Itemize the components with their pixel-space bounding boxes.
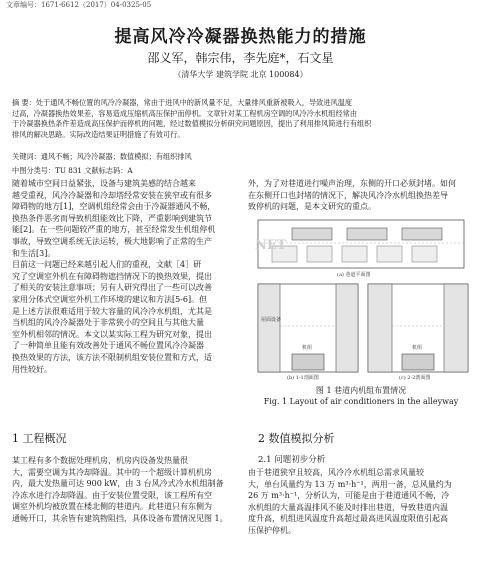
analysis-text (248, 467, 474, 537)
text-line: 究了空调室外机在有障碍物遮挡情况下的换热效果，提出 (12, 271, 212, 281)
text-line: 通畅开口，其余皆有建筑物阻挡，具体设备布置情况见图 1。 (12, 513, 228, 523)
text-line: 大，单台风量约为 13 万 m³·h⁻¹，两用一备，总风量约为 (248, 479, 452, 489)
text-line: 目前这一问题已经来越引起人们的重视，文献［4］研 (12, 260, 202, 270)
subcaption-b: (b) 1-1剖面图 (287, 375, 319, 381)
text-line: 随着城市空间日益紧张，设备与建筑美感的结合越来 (12, 179, 196, 188)
section-1-1 (258, 284, 358, 372)
room-label: 屋面设备 (261, 317, 282, 323)
text-line: 冷冻水进行冷却降温。由于安装位置受限，该工程所有空 (12, 490, 212, 500)
text-line: 在东侧开口也封堵的情况下，解决风冷冷水机组换热差导 (248, 190, 448, 200)
text-line: 外，为了对巷道进行噪声治理，东侧的开口必须封堵。如何 (248, 179, 456, 188)
text-line: 水机组的大量高温排风不能及时排出巷道，导致巷道内温 (248, 502, 448, 512)
section-2-heading: 2 数值模拟分析 (258, 432, 335, 445)
text-line: 用性较好。 (12, 364, 52, 374)
text-line: 致停机的问题，是本文研究的重点。 (248, 202, 376, 212)
text-line: 家用分体式空调室外机工作环境的建议和方法[5-6]。但 (12, 294, 208, 304)
right-column-intro (248, 178, 474, 213)
section-2-2 (368, 284, 468, 372)
text-line: 和生活[3]。 (12, 248, 56, 258)
abstract-line: 摘 要：处于通风不畅位置的风冷冷凝器，常由于进风中的新风量不足，大量排风重新被吸入，导致进风温度 (12, 98, 353, 107)
unit-label: 机组 (302, 345, 313, 351)
paper-title: 提高风冷冷凝器换热能力的措施 (114, 27, 367, 47)
text-line: 换热效果的方法，该方法不限制机组安装位置和方式，适 (12, 352, 212, 362)
text-line: 了相关的安装注意事项；另有人研究得出了一些可以改善 (12, 283, 212, 293)
text-line: 内，最大发热量可达 900 kW，由 3 台风冷式冷水机组制备 (12, 479, 224, 489)
text-line: 度升高，机组进风温度升高超过最高进风温度限值引起高 (248, 514, 448, 524)
subcaption-a: (a) 巷道平面图 (337, 272, 371, 278)
affiliation: （清华大学 建筑学院 北京 100084） (173, 70, 308, 79)
subcaption-c: (c) 2-2剖面图 (399, 375, 431, 381)
figure-caption-en: Fig. 1 Layout of air conditioners in the alleyway (263, 397, 459, 406)
text-line: 了一种简单且能有效改善处于通风不畅位置风冷冷凝器 (12, 341, 204, 351)
text-line: 越受重视，风冷冷凝器和冷却塔经常安装在狭窄或有很多 (12, 190, 212, 200)
text-line: 能[2]。在一些问题较严重的地方，甚至经常发生机组停机 (12, 225, 216, 235)
classification: 中图分类号：TU 831 文献标志码：A (12, 166, 133, 175)
intro-text (12, 178, 240, 375)
text-line: 26 万 m³·h⁻¹，分析认为，可能是由于巷道通风不畅，冷 (248, 491, 450, 501)
abstract-line: 过高，冷凝器换热效果差，容易造成压缩机高压保护而停机。文章针对某工程机房空调的风冷冷水机组经常由 (12, 108, 358, 118)
watermark: NET (255, 238, 287, 253)
section-2-1-heading: 2.1 问题初步分析 (258, 455, 326, 465)
keywords: 关键词：通风不畅；风冷冷凝器；数值模拟；有组织排风 (12, 152, 192, 161)
text-line: 某工程有多个数据处理机房，机房内设备发热量很 (12, 456, 188, 465)
abstract (12, 98, 470, 140)
text-line: 障碍物的地方[1]，空调机组经常会由于冷凝器通风不畅， (12, 202, 216, 212)
text-line: 室外机相邻的情况。本文以某实际工程为研究对象，提出 (12, 329, 212, 339)
text-line: 调室外机均被放置在楼北侧的巷道内。此巷道只有东侧为 (12, 502, 212, 512)
section-1-heading: 1 工程概况 (12, 432, 67, 445)
project-overview-text (12, 455, 242, 525)
unit-label: 机组 (412, 345, 423, 351)
figure-caption-cn: 图 1 巷道内机组布置情况 (315, 386, 407, 395)
text-line: 是上述方法很难适用于较大容量的风冷冷水机组，尤其是 (12, 306, 212, 316)
journal-header: 文章编号：1671-6612（2017）04-0325-05 (6, 1, 152, 9)
text-line: 当机组的风冷冷凝器处于非常狭小的空间且与其他大量 (12, 318, 204, 328)
plan-view (258, 220, 464, 268)
text-line: 大，需要空调为其冷却降温。其中的一个超级计算机机房 (12, 467, 212, 477)
abstract-line: 排风的解决思路。实际改造结果证明措施了有效可行。 (12, 129, 185, 139)
text-line: 压保护停机。 (248, 525, 296, 535)
figure-caption (248, 385, 474, 407)
abstract-line: 于冷凝器换热条件差造成高压保护而停机的问题，经过数值模拟分析研究问题原因，提出了利用排风简进行有组织 (12, 119, 372, 128)
text-line: 由于巷道狭窄且较高，风冷冷水机组总需求风量较 (248, 468, 424, 477)
authors: 邵义军，韩宗伟，李先庭*，石文星 (147, 51, 334, 65)
text-line: 换热条件恶劣而导致机组能效比下降，严重影响到建筑节 (12, 213, 212, 223)
text-line: 事故，导致空调系统无法运转，极大地影响了正常的生产 (12, 236, 212, 246)
